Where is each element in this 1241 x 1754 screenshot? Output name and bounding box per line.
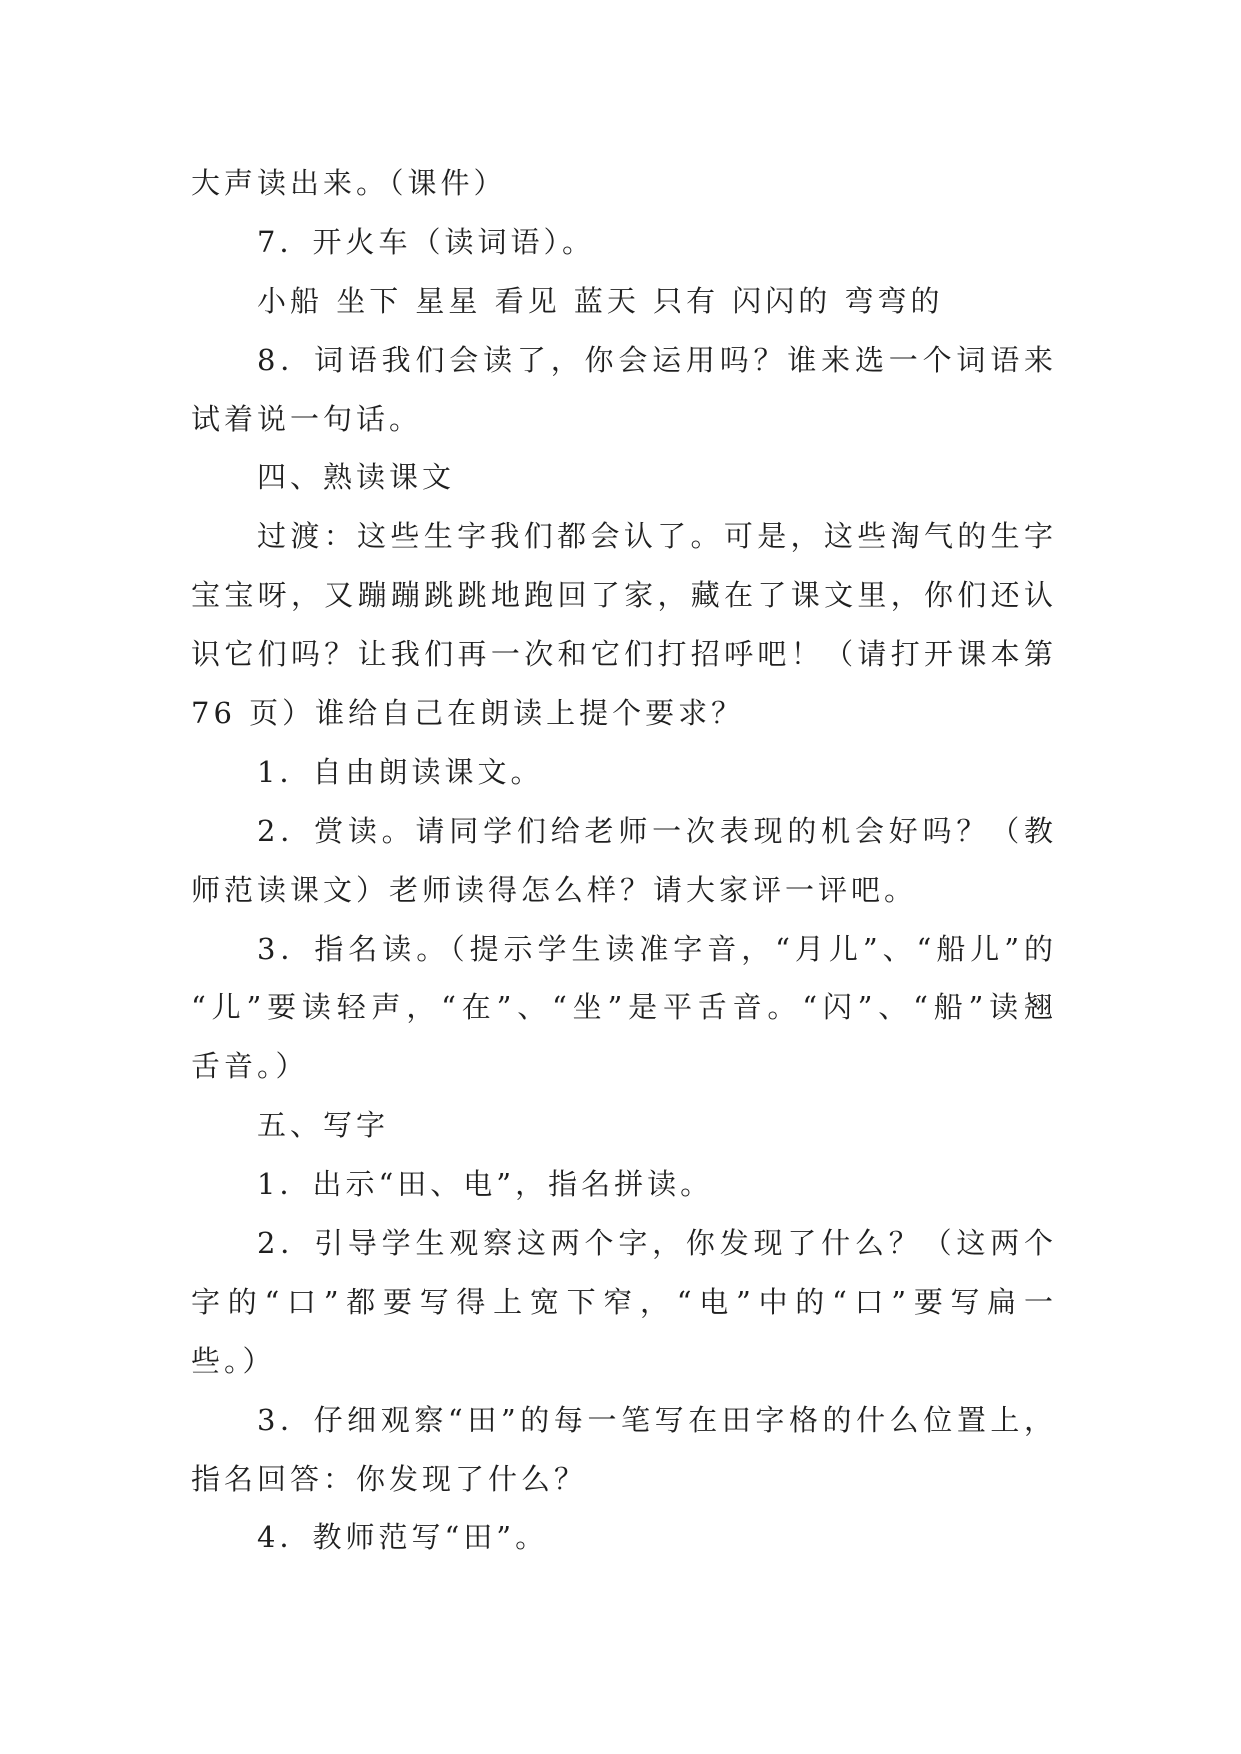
paragraph-read-step-3 (191, 920, 1057, 1097)
paragraph-step-7 (191, 213, 1057, 272)
paragraph-write-step-3 (191, 1391, 1057, 1509)
text-line: 76 页）谁给自己在朗读上提个要求？ (191, 696, 745, 731)
section-heading: 四、熟读课文 (257, 460, 456, 495)
text-line: 7．开火车（读词语）。 (257, 224, 595, 259)
section-heading-writing (191, 1096, 1057, 1155)
paragraph-write-step-1 (191, 1155, 1057, 1214)
paragraph-step-8 (191, 331, 1057, 449)
text-line: 大声读出来。（课件） (191, 166, 507, 200)
text-line: 些。） (191, 1343, 276, 1378)
text-line: 字的“口”都要写得上宽下窄，“电”中的“口”要写扁一 (191, 1284, 1057, 1319)
text-line: 3．仔细观察“田”的每一笔写在田字格的什么位置上， (257, 1402, 1057, 1437)
text-line: 8．词语我们会读了，你会运用吗？谁来选一个词语来 (257, 342, 1057, 377)
vocabulary-line: 小船 坐下 星星 看见 蓝天 只有 闪闪的 弯弯的 (257, 283, 944, 318)
paragraph-read-step-1 (191, 743, 1057, 802)
text-line: 舌音。） (191, 1049, 309, 1084)
paragraph-write-step-2 (191, 1214, 1057, 1391)
paragraph-transition (191, 507, 1057, 743)
text-line: 4．教师范写“田”。 (257, 1520, 549, 1555)
text-line: 2．引导学生观察这两个字，你发现了什么？（这两个 (257, 1226, 1057, 1261)
text-line: 师范读课文）老师读得怎么样？请大家评一评吧。 (191, 872, 918, 907)
text-line: 指名回答：你发现了什么？ (191, 1461, 588, 1496)
text-line: 识它们吗？让我们再一次和它们打招呼吧！（请打开课本第 (191, 637, 1057, 672)
text-line: 过渡：这些生字我们都会认了。可是，这些淘气的生字 (257, 519, 1057, 554)
text-line: 1．自由朗读课文。 (257, 754, 544, 789)
text-line: 2．赏读。请同学们给老师一次表现的机会好吗？（教 (257, 813, 1057, 848)
section-heading: 五、写字 (257, 1108, 390, 1143)
text-line: 1．出示“田、电”，指名拼读。 (257, 1167, 714, 1202)
vocabulary-list (191, 272, 1057, 331)
paragraph-continuation (191, 154, 1057, 213)
text-line: “儿”要读轻声，“在”、“坐”是平舌音。“闪”、“船”读翘 (191, 990, 1057, 1025)
paragraph-read-step-2 (191, 802, 1057, 920)
section-heading-read-text (191, 448, 1057, 507)
text-line: 试着说一句话。 (191, 401, 423, 436)
paragraph-write-step-4 (191, 1508, 1057, 1567)
text-line: 宝宝呀，又蹦蹦跳跳地跑回了家，藏在了课文里，你们还认 (191, 578, 1057, 613)
text-line: 3．指名读。（提示学生读准字音，“月儿”、“船儿”的 (257, 931, 1057, 966)
document-body (191, 154, 1057, 1567)
